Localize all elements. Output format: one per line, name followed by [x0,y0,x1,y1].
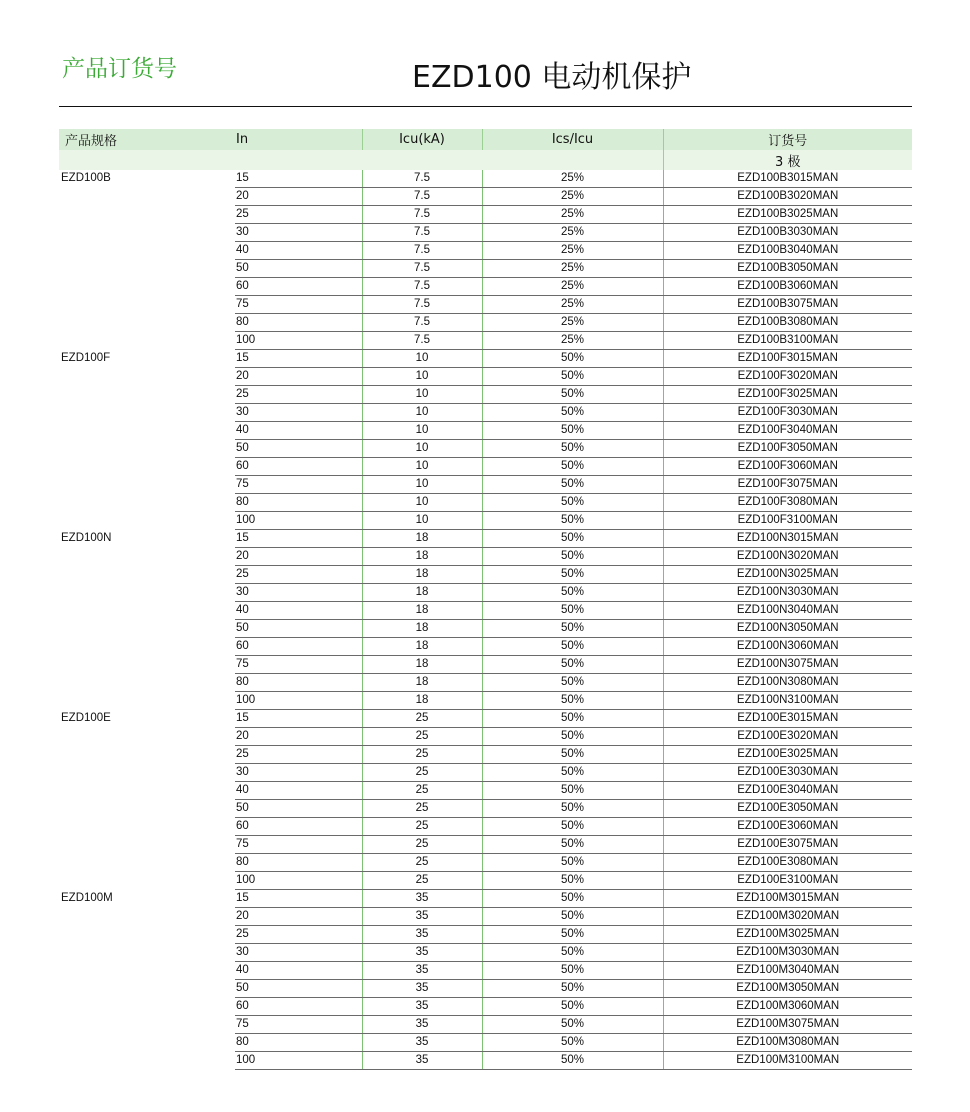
ics-ratio-cell: 25% [482,314,663,332]
ics-ratio-cell: 50% [482,944,663,962]
ics-ratio-cell: 50% [482,638,663,656]
rated-current-cell: 25 [235,386,362,404]
table-header-row [59,129,912,150]
rated-current-cell: 60 [235,818,362,836]
order-number-cell: EZD100E3025MAN [663,746,912,764]
ics-ratio-cell: 25% [482,188,663,206]
subheader-blank [59,150,235,170]
rated-current-cell: 30 [235,584,362,602]
icu-cell: 18 [362,548,482,566]
rated-current-cell: 50 [235,260,362,278]
order-number-cell: EZD100M3025MAN [663,926,912,944]
rated-current-cell: 30 [235,404,362,422]
ics-ratio-cell: 50% [482,962,663,980]
icu-cell: 18 [362,674,482,692]
order-number-cell: EZD100B3040MAN [663,242,912,260]
icu-cell: 35 [362,1034,482,1052]
order-number-cell: EZD100N3050MAN [663,620,912,638]
order-number-cell: EZD100N3025MAN [663,566,912,584]
order-number-cell: EZD100E3075MAN [663,836,912,854]
order-number-cell: EZD100B3025MAN [663,206,912,224]
icu-cell: 18 [362,656,482,674]
icu-cell: 25 [362,854,482,872]
icu-cell: 25 [362,800,482,818]
icu-cell: 35 [362,926,482,944]
rated-current-cell: 75 [235,296,362,314]
rated-current-cell: 25 [235,206,362,224]
order-number-cell: EZD100F3075MAN [663,476,912,494]
rated-current-cell: 15 [235,710,362,728]
rated-current-cell: 20 [235,728,362,746]
order-number-cell: EZD100F3050MAN [663,440,912,458]
rated-current-cell: 50 [235,620,362,638]
column-header-icu: Icu(kA) [362,129,482,150]
order-number-cell: EZD100F3080MAN [663,494,912,512]
ics-ratio-cell: 50% [482,404,663,422]
subheader-blank [362,150,482,170]
ics-ratio-cell: 50% [482,1016,663,1034]
ics-ratio-cell: 50% [482,998,663,1016]
ics-ratio-cell: 50% [482,908,663,926]
order-number-cell: EZD100N3100MAN [663,692,912,710]
ics-ratio-cell: 50% [482,386,663,404]
ics-ratio-cell: 50% [482,980,663,998]
icu-cell: 35 [362,1052,482,1070]
rated-current-cell: 40 [235,242,362,260]
icu-cell: 7.5 [362,314,482,332]
order-number-cell: EZD100F3020MAN [663,368,912,386]
rated-current-cell: 80 [235,674,362,692]
ics-ratio-cell: 25% [482,278,663,296]
poles-label: 3 极 [663,150,912,170]
rated-current-cell: 100 [235,692,362,710]
rated-current-cell: 75 [235,1016,362,1034]
icu-cell: 25 [362,872,482,890]
column-header-in: In [235,129,362,150]
rated-current-cell: 30 [235,944,362,962]
rated-current-cell: 80 [235,314,362,332]
ics-ratio-cell: 50% [482,440,663,458]
ics-ratio-cell: 50% [482,782,663,800]
icu-cell: 35 [362,890,482,908]
order-number-cell: EZD100E3015MAN [663,710,912,728]
rated-current-cell: 50 [235,980,362,998]
rated-current-cell: 15 [235,170,362,188]
order-number-cell: EZD100N3020MAN [663,548,912,566]
ics-ratio-cell: 50% [482,566,663,584]
icu-cell: 10 [362,512,482,530]
ics-ratio-cell: 50% [482,512,663,530]
icu-cell: 10 [362,440,482,458]
rated-current-cell: 60 [235,278,362,296]
icu-cell: 7.5 [362,188,482,206]
rated-current-cell: 40 [235,422,362,440]
icu-cell: 10 [362,422,482,440]
icu-cell: 25 [362,818,482,836]
ics-ratio-cell: 50% [482,746,663,764]
icu-cell: 10 [362,476,482,494]
icu-cell: 35 [362,962,482,980]
order-number-cell: EZD100N3015MAN [663,530,912,548]
order-number-cell: EZD100M3020MAN [663,908,912,926]
icu-cell: 25 [362,836,482,854]
icu-cell: 18 [362,692,482,710]
order-number-cell: EZD100E3050MAN [663,800,912,818]
product-spec-cell: EZD100B [61,172,111,184]
rated-current-cell: 15 [235,890,362,908]
icu-cell: 10 [362,386,482,404]
order-number-cell: EZD100F3015MAN [663,350,912,368]
ics-ratio-cell: 50% [482,368,663,386]
order-number-cell: EZD100B3100MAN [663,332,912,350]
rated-current-cell: 50 [235,800,362,818]
ics-ratio-cell: 50% [482,818,663,836]
order-number-cell: EZD100N3060MAN [663,638,912,656]
order-number-cell: EZD100B3050MAN [663,260,912,278]
rated-current-cell: 15 [235,530,362,548]
ics-ratio-cell: 25% [482,170,663,188]
icu-cell: 7.5 [362,296,482,314]
ics-ratio-cell: 50% [482,710,663,728]
icu-cell: 35 [362,944,482,962]
subheader-blank [482,150,663,170]
icu-cell: 7.5 [362,206,482,224]
ics-ratio-cell: 50% [482,530,663,548]
icu-cell: 18 [362,566,482,584]
table-row [59,890,912,908]
ics-ratio-cell: 50% [482,800,663,818]
icu-cell: 18 [362,530,482,548]
ics-ratio-cell: 50% [482,728,663,746]
ics-ratio-cell: 50% [482,350,663,368]
order-number-cell: EZD100N3040MAN [663,602,912,620]
rated-current-cell: 25 [235,746,362,764]
rated-current-cell: 80 [235,1034,362,1052]
ics-ratio-cell: 50% [482,476,663,494]
column-header-spec: 产品规格 [59,129,235,150]
table-row [59,710,912,728]
order-number-cell: EZD100M3075MAN [663,1016,912,1034]
ics-ratio-cell: 25% [482,260,663,278]
rated-current-cell: 30 [235,224,362,242]
ics-ratio-cell: 50% [482,458,663,476]
rated-current-cell: 30 [235,764,362,782]
icu-cell: 10 [362,458,482,476]
order-number-cell: EZD100M3030MAN [663,944,912,962]
product-spec-cell: EZD100E [61,711,111,724]
ics-ratio-cell: 50% [482,584,663,602]
order-number-cell: EZD100F3040MAN [663,422,912,440]
table-row [59,170,912,188]
rated-current-cell: 80 [235,494,362,512]
order-number-cell: EZD100B3060MAN [663,278,912,296]
rated-current-cell: 20 [235,368,362,386]
icu-cell: 35 [362,1016,482,1034]
order-number-cell: EZD100B3020MAN [663,188,912,206]
icu-cell: 35 [362,980,482,998]
ics-ratio-cell: 50% [482,890,663,908]
icu-cell: 7.5 [362,224,482,242]
icu-cell: 25 [362,746,482,764]
ics-ratio-cell: 25% [482,242,663,260]
icu-cell: 7.5 [362,242,482,260]
rated-current-cell: 40 [235,962,362,980]
order-number-cell: EZD100N3030MAN [663,584,912,602]
ics-ratio-cell: 50% [482,872,663,890]
rated-current-cell: 60 [235,998,362,1016]
icu-cell: 25 [362,728,482,746]
ics-ratio-cell: 50% [482,620,663,638]
order-number-cell: EZD100B3015MAN [663,170,912,188]
order-number-cell: EZD100E3100MAN [663,872,912,890]
icu-cell: 7.5 [362,170,482,188]
icu-cell: 35 [362,998,482,1016]
icu-cell: 35 [362,908,482,926]
icu-cell: 7.5 [362,260,482,278]
rated-current-cell: 75 [235,476,362,494]
icu-cell: 10 [362,350,482,368]
icu-cell: 18 [362,620,482,638]
order-number-cell: EZD100N3080MAN [663,674,912,692]
order-number-cell: EZD100M3080MAN [663,1034,912,1052]
section-title: 产品订货号 [62,56,177,82]
order-number-cell: EZD100F3100MAN [663,512,912,530]
ics-ratio-cell: 50% [482,836,663,854]
ics-ratio-cell: 25% [482,332,663,350]
icu-cell: 25 [362,782,482,800]
rated-current-cell: 80 [235,854,362,872]
rated-current-cell: 20 [235,908,362,926]
ics-ratio-cell: 50% [482,764,663,782]
icu-cell: 25 [362,710,482,728]
order-number-cell: EZD100M3100MAN [663,1052,912,1070]
rated-current-cell: 75 [235,836,362,854]
ics-ratio-cell: 50% [482,494,663,512]
product-spec-cell: EZD100M [61,891,113,904]
order-number-cell: EZD100B3080MAN [663,314,912,332]
ics-ratio-cell: 50% [482,1034,663,1052]
rated-current-cell: 60 [235,458,362,476]
order-number-cell: EZD100M3060MAN [663,998,912,1016]
rated-current-cell: 100 [235,512,362,530]
order-number-cell: EZD100F3025MAN [663,386,912,404]
order-number-cell: EZD100E3040MAN [663,782,912,800]
rated-current-cell: 100 [235,1052,362,1070]
order-number-table [59,129,912,1070]
product-spec-cell: EZD100N [61,531,112,544]
ics-ratio-cell: 50% [482,926,663,944]
ics-ratio-cell: 25% [482,296,663,314]
table-body [59,170,912,1070]
column-header-order-number: 订货号 [663,129,912,150]
order-number-cell: EZD100F3060MAN [663,458,912,476]
icu-cell: 10 [362,494,482,512]
ics-ratio-cell: 50% [482,656,663,674]
rated-current-cell: 100 [235,332,362,350]
rated-current-cell: 75 [235,656,362,674]
table-row [59,530,912,548]
title-divider [59,106,912,107]
rated-current-cell: 25 [235,926,362,944]
icu-cell: 18 [362,638,482,656]
rated-current-cell: 20 [235,188,362,206]
ics-ratio-cell: 50% [482,422,663,440]
ics-ratio-cell: 25% [482,224,663,242]
icu-cell: 25 [362,764,482,782]
table-subheader-row [59,150,912,170]
subheader-blank [235,150,362,170]
icu-cell: 10 [362,368,482,386]
icu-cell: 18 [362,584,482,602]
order-number-cell: EZD100E3080MAN [663,854,912,872]
order-number-cell: EZD100E3060MAN [663,818,912,836]
ics-ratio-cell: 50% [482,1052,663,1070]
page-title: EZD100 电动机保护 [412,60,692,95]
ics-ratio-cell: 50% [482,548,663,566]
rated-current-cell: 20 [235,548,362,566]
order-number-cell: EZD100E3020MAN [663,728,912,746]
column-header-ics: Ics/Icu [482,129,663,150]
rated-current-cell: 60 [235,638,362,656]
order-number-cell: EZD100F3030MAN [663,404,912,422]
order-number-cell: EZD100B3075MAN [663,296,912,314]
ics-ratio-cell: 50% [482,602,663,620]
rated-current-cell: 15 [235,350,362,368]
order-number-cell: EZD100M3015MAN [663,890,912,908]
ics-ratio-cell: 50% [482,854,663,872]
ics-ratio-cell: 50% [482,692,663,710]
icu-cell: 10 [362,404,482,422]
icu-cell: 18 [362,602,482,620]
rated-current-cell: 25 [235,566,362,584]
ics-ratio-cell: 25% [482,206,663,224]
order-number-cell: EZD100B3030MAN [663,224,912,242]
rated-current-cell: 50 [235,440,362,458]
rated-current-cell: 40 [235,782,362,800]
rated-current-cell: 100 [235,872,362,890]
product-spec-cell: EZD100F [61,351,111,364]
order-number-cell: EZD100M3050MAN [663,980,912,998]
icu-cell: 7.5 [362,332,482,350]
order-number-cell: EZD100E3030MAN [663,764,912,782]
icu-cell: 7.5 [362,278,482,296]
ics-ratio-cell: 50% [482,674,663,692]
table-row [59,350,912,368]
rated-current-cell: 40 [235,602,362,620]
order-number-cell: EZD100N3075MAN [663,656,912,674]
order-number-cell: EZD100M3040MAN [663,962,912,980]
